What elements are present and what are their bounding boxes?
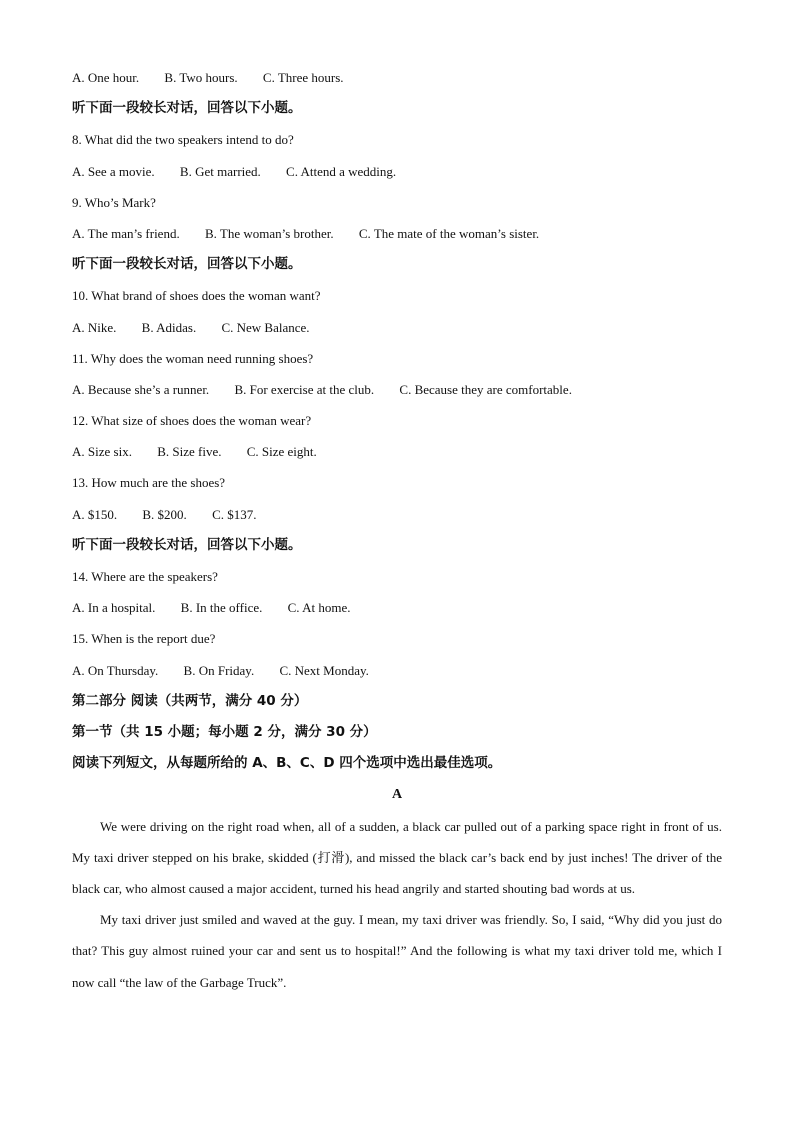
q15-option-b: B. On Friday. <box>183 662 255 678</box>
q10-option-b: B. Adidas. <box>141 319 197 335</box>
q10-question: 10. What brand of shoes does the woman want? <box>72 288 321 304</box>
listening-instruction: 听下面一段较长对话，回答以下小题。 <box>72 536 302 553</box>
q8-option-c: C. Attend a wedding. <box>286 163 397 179</box>
passage-paragraph-2: My taxi driver just smiled and waved at the guy. I mean, my taxi driver was friendly. So, I said, “Why did you just do that? This guy almost ruined your car and sent us to hospital!” And the following is what my taxi driver told me, which I now call “the law of the Garbage Truck”. <box>72 912 722 990</box>
q15-option-a: A. On Thursday. <box>72 662 159 678</box>
q9-option-b: B. The woman’s brother. <box>204 225 334 241</box>
q12-option-a: A. Size six. <box>72 444 132 460</box>
q15-question: 15. When is the report due? <box>72 631 216 647</box>
q11-option-c: C. Because they are comfortable. <box>399 381 572 397</box>
q13-option-a: A. $150. <box>72 506 118 522</box>
listening-instruction: 听下面一段较长对话，回答以下小题。 <box>72 256 302 273</box>
q12-option-b: B. Size five. <box>157 444 222 460</box>
q9-option-a: A. The man’s friend. <box>72 225 180 241</box>
passage-label: A <box>391 787 403 803</box>
q11-options <box>72 374 722 405</box>
q14-options <box>72 592 722 623</box>
q12-option-c: C. Size eight. <box>246 444 317 460</box>
q8-option-b: B. Get married. <box>179 163 261 179</box>
q15-options <box>72 655 722 686</box>
q11-question: 11. Why does the woman need running shoes? <box>72 350 314 366</box>
q14-question: 14. Where are the speakers? <box>72 569 218 584</box>
q10-options <box>72 312 722 343</box>
q9-question: 9. Who’s Mark? <box>72 194 156 210</box>
q9-option-c: C. The mate of the woman’s sister. <box>358 225 540 241</box>
exam-page <box>72 62 722 998</box>
q7-option-b: B. Two hours. <box>164 70 238 85</box>
q13-option-b: B. $200. <box>142 506 187 522</box>
q12-options <box>72 436 722 467</box>
q7-option-c: C. Three hours. <box>262 70 344 85</box>
q10-option-a: A. Nike. <box>72 319 117 335</box>
q8-option-a: A. See a movie. <box>72 163 155 179</box>
q13-options <box>72 499 722 530</box>
q8-question: 8. What did the two speakers intend to do? <box>72 132 294 148</box>
q8-options <box>72 156 722 187</box>
q9-options <box>72 218 722 249</box>
reading-instruction: 阅读下列短文，从每题所给的 A、B、C、D 四个选项中选出最佳选项。 <box>72 755 502 772</box>
q14-option-a: A. In a hospital. <box>72 600 156 616</box>
listening-instruction: 听下面一段较长对话，回答以下小题。 <box>72 100 302 117</box>
q7-options <box>72 62 722 93</box>
q13-option-c: C. $137. <box>212 506 257 522</box>
q14-option-c: C. At home. <box>287 600 351 616</box>
section-one-title: 第一节（共 15 小题；每小题 2 分，满分 30 分） <box>72 723 377 740</box>
q10-option-c: C. New Balance. <box>221 319 310 335</box>
q14-option-b: B. In the office. <box>180 600 263 616</box>
q11-option-b: B. For exercise at the club. <box>234 381 375 397</box>
passage-paragraph-1: We were driving on the right road when, all of a sudden, a black car pulled out of a parking space right in front of us. My taxi driver stepped on his brake, skidded (打滑), and missed the black car’s back end by just inches! The driver of the black car, who almost caused a major accident, turned his head angrily and started shouting bad words at us. <box>72 818 722 896</box>
q13-question: 13. How much are the shoes? <box>72 475 226 491</box>
part-two-title: 第二部分 阅读（共两节，满分 40 分） <box>72 692 308 709</box>
q11-option-a: A. Because she’s a runner. <box>72 381 210 397</box>
q7-option-a: A. One hour. <box>72 70 140 85</box>
q12-question: 12. What size of shoes does the woman wear? <box>72 413 312 429</box>
q15-option-c: C. Next Monday. <box>279 662 369 678</box>
